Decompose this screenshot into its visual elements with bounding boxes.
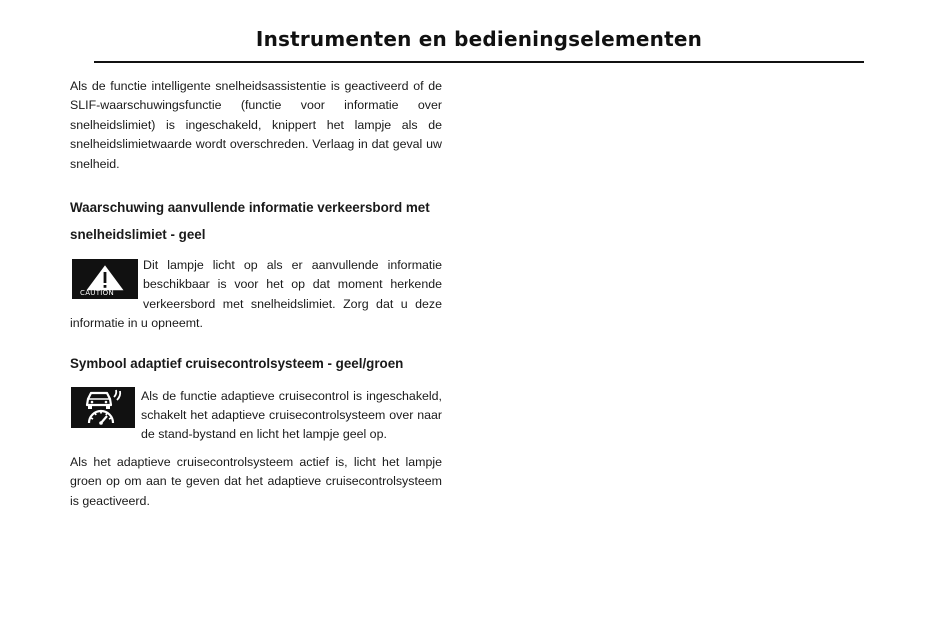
warning-text: Dit lampje licht op als er aanvullende informatie beschikbaar is voor het op dat moment herkende verkeersbord met snelheidslimiet. Zorg dat u deze informatie in u opneemt. bbox=[70, 258, 442, 331]
main-content bbox=[70, 77, 442, 511]
warning-heading-line1: Waarschuwing aanvullende informatie verkeersbord met bbox=[70, 200, 430, 216]
warning-heading-line2: snelheidslimiet - geel bbox=[70, 227, 206, 243]
acc-section bbox=[70, 350, 442, 445]
caution-warning-icon bbox=[72, 259, 138, 299]
warning-paragraph bbox=[70, 256, 442, 334]
caution-icon-label: CAUTION bbox=[80, 289, 114, 298]
intro-paragraph: Als de functie intelligente snelheidsassistentie is geactiveerd of de SLIF-waarschuwingsfunctie (functie voor informatie over snelheidslimiet) is ingeschakeld, knippert het lampje als de snelheidslimietwaarde wordt overschreden. Verlaag in dat geval uw snelheid. bbox=[70, 79, 442, 171]
acc-heading: Symbool adaptief cruisecontrolsysteem - geel/groen bbox=[70, 355, 404, 371]
adaptive-cruise-control-icon bbox=[71, 387, 135, 428]
acc-active-paragraph: Als het adaptieve cruisecontrolsysteem actief is, licht het lampje groen op om aan te geven dat het adaptieve cruisecontrolsysteem is geactiveerd. bbox=[70, 454, 442, 508]
acc-text: Als de functie adaptieve cruisecontrol is ingeschakeld, schakelt het adaptieve cruisecontrolsysteem over naar de stand-bystand en licht het lampje geel op. bbox=[141, 388, 442, 442]
page-title: Instrumenten en bedieningselementen bbox=[255, 27, 703, 51]
warning-section bbox=[70, 194, 442, 334]
title-divider bbox=[94, 61, 864, 63]
acc-paragraph bbox=[70, 387, 442, 445]
